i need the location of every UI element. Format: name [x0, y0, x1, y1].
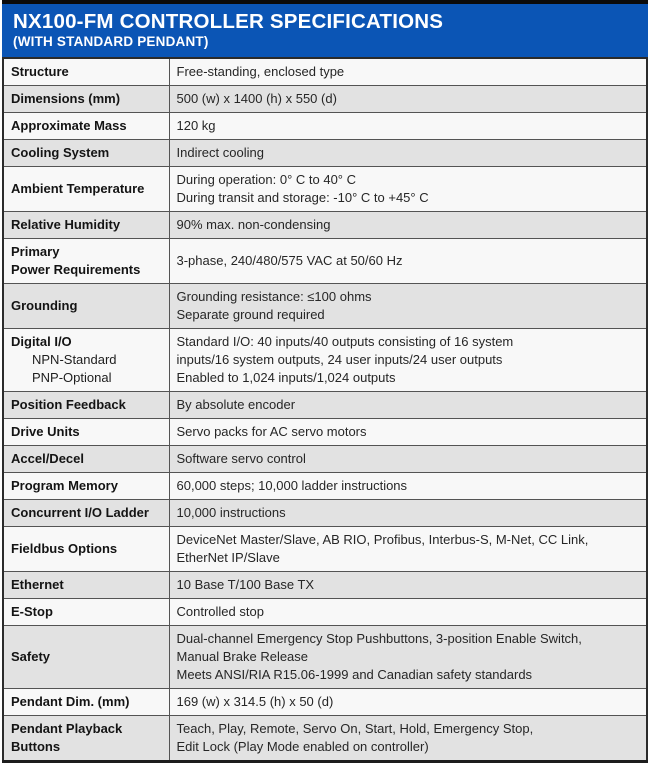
spec-value: Separate ground required: [176, 307, 325, 322]
spec-label: Concurrent I/O Ladder: [11, 505, 149, 520]
table-row: [3, 626, 647, 689]
spec-label-cell: [3, 329, 169, 392]
spec-value: Teach, Play, Remote, Servo On, Start, Hold, Emergency Stop,: [176, 721, 534, 736]
spec-label: Buttons: [11, 739, 61, 754]
spec-label-sub: PNP-Optional: [32, 370, 112, 385]
spec-value: DeviceNet Master/Slave, AB RIO, Profibus, Interbus-S, M-Net, CC Link,: [176, 532, 589, 547]
spec-value: Meets ANSI/RIA R15.06-1999 and Canadian safety standards: [176, 667, 533, 682]
table-row: [3, 527, 647, 572]
table-row: [3, 446, 647, 473]
spec-value-cell: [169, 113, 647, 140]
spec-label: Dimensions (mm): [11, 91, 121, 106]
table-row: [3, 86, 647, 113]
spec-label: Approximate Mass: [11, 118, 127, 133]
spec-value-cell: [169, 167, 647, 212]
spec-value-cell: [169, 689, 647, 716]
spec-value: Servo packs for AC servo motors: [176, 424, 367, 439]
spec-value: Grounding resistance: ≤100 ohms: [176, 289, 372, 304]
spec-label-cell: [3, 113, 169, 140]
spec-label-cell: [3, 527, 169, 572]
spec-value-cell: [169, 86, 647, 113]
spec-value: Manual Brake Release: [176, 649, 309, 664]
table-row: [3, 329, 647, 392]
spec-value-cell: [169, 716, 647, 762]
page-title: NX100-FM CONTROLLER SPECIFICATIONS: [13, 10, 444, 33]
table-row: [3, 239, 647, 284]
spec-value-cell: [169, 626, 647, 689]
spec-label-cell: [3, 599, 169, 626]
spec-value: Enabled to 1,024 inputs/1,024 outputs: [176, 370, 396, 385]
spec-label-cell: [3, 212, 169, 239]
spec-value: 60,000 steps; 10,000 ladder instructions: [176, 478, 408, 493]
spec-label-cell: [3, 446, 169, 473]
spec-label-cell: [3, 473, 169, 500]
spec-label: Digital I/O: [11, 334, 72, 349]
spec-value: 90% max. non-condensing: [176, 217, 331, 232]
spec-value-cell: [169, 599, 647, 626]
spec-value: 500 (w) x 1400 (h) x 550 (d): [176, 91, 337, 106]
spec-value-cell: [169, 239, 647, 284]
table-row: [3, 284, 647, 329]
spec-label-cell: [3, 626, 169, 689]
spec-label: Cooling System: [11, 145, 110, 160]
spec-label-sub: NPN-Standard: [32, 352, 117, 367]
spec-value-cell: [169, 446, 647, 473]
table-row: [3, 140, 647, 167]
spec-label: Accel/Decel: [11, 451, 84, 466]
spec-value-cell: [169, 392, 647, 419]
table-row: [3, 689, 647, 716]
spec-value: Free-standing, enclosed type: [176, 64, 345, 79]
spec-label-cell: [3, 239, 169, 284]
spec-table: [2, 57, 648, 763]
table-row: [3, 419, 647, 446]
spec-value: Standard I/O: 40 inputs/40 outputs consisting of 16 system: [176, 334, 514, 349]
page-subtitle: (WITH STANDARD PENDANT): [13, 34, 209, 49]
spec-value: During transit and storage: -10° C to +45° C: [176, 190, 429, 205]
spec-value: Dual-channel Emergency Stop Pushbuttons, 3-position Enable Switch,: [176, 631, 582, 646]
table-row: [3, 572, 647, 599]
title-banner: [2, 0, 648, 57]
table-row: [3, 212, 647, 239]
spec-label: Safety: [11, 649, 51, 664]
spec-value-cell: [169, 473, 647, 500]
spec-value: During operation: 0° C to 40° C: [176, 172, 356, 187]
spec-label: Ethernet: [11, 577, 64, 592]
spec-value: Indirect cooling: [176, 145, 264, 160]
spec-label: Drive Units: [11, 424, 80, 439]
spec-label: Structure: [11, 64, 69, 79]
spec-label: Grounding: [11, 298, 78, 313]
spec-label: Fieldbus Options: [11, 541, 118, 556]
table-row: [3, 392, 647, 419]
spec-value: Controlled stop: [176, 604, 264, 619]
spec-label-cell: [3, 167, 169, 212]
spec-label-cell: [3, 500, 169, 527]
spec-label: Primary: [11, 244, 60, 259]
spec-value: 169 (w) x 314.5 (h) x 50 (d): [176, 694, 334, 709]
spec-label-cell: [3, 392, 169, 419]
spec-value: 3-phase, 240/480/575 VAC at 50/60 Hz: [176, 253, 403, 268]
table-row: [3, 473, 647, 500]
spec-label-cell: [3, 86, 169, 113]
spec-value-cell: [169, 58, 647, 86]
spec-label: Pendant Playback: [11, 721, 123, 736]
spec-value-cell: [169, 527, 647, 572]
spec-value-cell: [169, 212, 647, 239]
spec-label-cell: [3, 689, 169, 716]
table-row: [3, 113, 647, 140]
spec-label-cell: [3, 140, 169, 167]
spec-label-cell: [3, 284, 169, 329]
spec-table-body: [3, 58, 647, 762]
spec-value: By absolute encoder: [176, 397, 296, 412]
spec-label: Program Memory: [11, 478, 118, 493]
spec-value-cell: [169, 284, 647, 329]
spec-value: 120 kg: [176, 118, 216, 133]
table-row: [3, 599, 647, 626]
table-row: [3, 716, 647, 762]
spec-value: inputs/16 system outputs, 24 user inputs/24 user outputs: [176, 352, 503, 367]
table-row: [3, 500, 647, 527]
spec-label-cell: [3, 572, 169, 599]
spec-value: Software servo control: [176, 451, 306, 466]
spec-label: E-Stop: [11, 604, 53, 619]
spec-value: 10 Base T/100 Base TX: [176, 577, 315, 592]
table-row: [3, 167, 647, 212]
spec-label-cell: [3, 419, 169, 446]
spec-value: EtherNet IP/Slave: [176, 550, 280, 565]
spec-value-cell: [169, 572, 647, 599]
spec-label: Position Feedback: [11, 397, 126, 412]
spec-label: Ambient Temperature: [11, 181, 145, 196]
spec-value: 10,000 instructions: [176, 505, 286, 520]
spec-label: Power Requirements: [11, 262, 141, 277]
spec-label-cell: [3, 58, 169, 86]
spec-value-cell: [169, 329, 647, 392]
spec-label-cell: [3, 716, 169, 762]
table-row: [3, 58, 647, 86]
spec-value-cell: [169, 140, 647, 167]
spec-label: Relative Humidity: [11, 217, 121, 232]
spec-value: Edit Lock (Play Mode enabled on controller): [176, 739, 429, 754]
spec-label: Pendant Dim. (mm): [11, 694, 130, 709]
spec-value-cell: [169, 500, 647, 527]
spec-value-cell: [169, 419, 647, 446]
